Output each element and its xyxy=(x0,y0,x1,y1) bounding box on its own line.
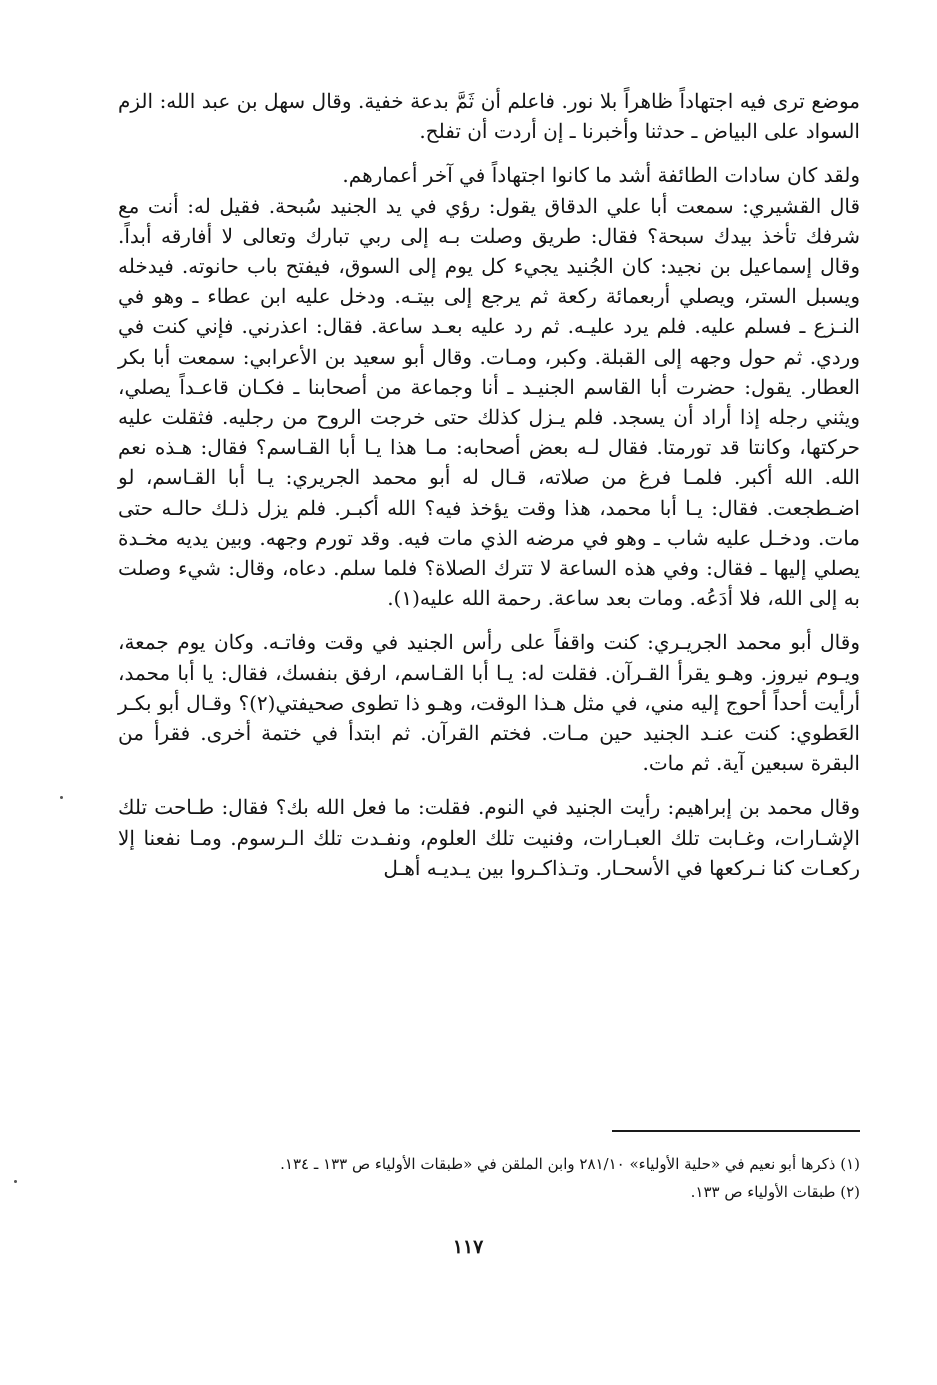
paragraph: وقال أبو محمد الجريـري: كنت واقفاً على رأس الجنيد في وقت وفاتـه. وكان يوم جمعة، ويـوم نيروز. وهـو يقرأ القـرآن. فقلت له: يـا أبا القـاسم، ارفق بنفسك، فقال: يا أبا محمد، أرأيت أحداً أحوج إليه مني، في مثل هـذا الوقت، وهـو ذا تطوى صحيفتي(٢)؟ وقـال أبو بكـر العَطوي: كنت عنـد الجنيد حين مـات. فختم القرآن. ثم ابتدأ في ختمة أخرى. فقرأ من البقرة سبعين آية. ثم مات. xyxy=(118,630,860,776)
footnote: (١) ذكرها أبو نعيم في «حلية الأولياء» ٢٨١/١٠ وابن الملقن في «طبقات الأولياء ص ١٣٣ ـ ١٣٤. xyxy=(280,1155,860,1173)
footnote-separator xyxy=(612,1130,860,1132)
paragraph: موضع ترى فيه اجتهاداً ظاهراً بلا نور. فاعلم أن ثَمَّ بدعة خفية. وقال سهل بن عبد الله: الزم السواد على البياض ـ حدثنا وأخبرنا ـ إن أردت أن تفلح. xyxy=(118,89,860,144)
paragraph: قال القشيري: سمعت أبا علي الدقاق يقول: رؤي في يد الجنيد سُبحة. فقيل له: أنت مع شرفك تأخذ بيدك سبحة؟ فقال: طريق وصلت بـه إلى ربي تبارك وتعالى لا أفارقه أبداً. وقال إسماعيل بن نجيد: كان الجُنيد يجيء كل يوم إلى السوق، فيفتح باب حانوته. فيدخله ويسبل الستر، ويصلي أربعمائة ركعة ثم يرجع إلى بيتـه. ودخل عليه ابن عطاء ـ وهو في النـزع ـ فسلم عليه. فلم يرد عليـه. ثم رد عليه بعـد ساعة. فقال: اعذرني. فإني كنت في وردي. ثم حول وجهه إلى القبلة. وكبر، ومـات. وقال أبو سعيد بن الأعرابي: سمعت أبا بكر العطار. يقول: حضرت أبا القاسم الجنيـد ـ أنا وجماعة من أصحابنا ـ فكـان قاعـداً يصلي، ويثني رجله إذا أراد أن يسجد. فلم يـزل كذلك حتى خرجت الروح من رجليه. فثقلت عليه حركتها، وكانتا قد تورمتا. فقال لـه بعض أصحابه: مـا هذا يـا أبا القـاسم؟ فقال: هـذه نعم الله. الله أكبر. فلمـا فرغ من صلاته، قـال له أبو محمد الجريري: يـا أبا القـاسم، لو اضـطجعت. فقال: يـا أبا محمد، هذا وقت يؤخذ فيه؟ الله أكبـر. فلم يزل ذلـك حالـه حتى مات. ودخـل عليه شاب ـ وهو في مرضه الذي مات فيه. وقد تورم وجهه. وبين يديه مخـدة يصلي إليها ـ فقال: وفي هذه الساعة لا تترك الصلاة؟ فلما سلم. دعاه، وقال: شيء وصلت به إلى الله، فلا أدَعُه. ومات بعد ساعة. رحمة الله عليه(١). xyxy=(118,193,861,611)
paragraph: ولقد كان سادات الطائفة أشد ما كانوا اجتهاداً في آخر أعمارهم. xyxy=(342,163,860,188)
page-number: ١١٧ xyxy=(452,1236,484,1258)
scan-speck xyxy=(14,1180,17,1183)
footnote: (٢) طبقات الأولياء ص ١٣٣. xyxy=(690,1183,860,1201)
paragraph: وقال محمد بن إبراهيم: رأيت الجنيد في النوم. فقلت: ما فعل الله بك؟ فقال: طـاحت تلك الإشـارات، وغـابت تلك العبـارات، وفنيت تلك العلوم، ونفـدت تلك الـرسوم. ومـا نفعنا إلا ركعـات كنا نـركعها في الأسحـار. وتـذاكـروا بين يـديـه أهـل xyxy=(118,795,860,880)
footnotes xyxy=(118,1150,860,1206)
main-text xyxy=(118,86,860,883)
scan-speck xyxy=(60,796,63,799)
